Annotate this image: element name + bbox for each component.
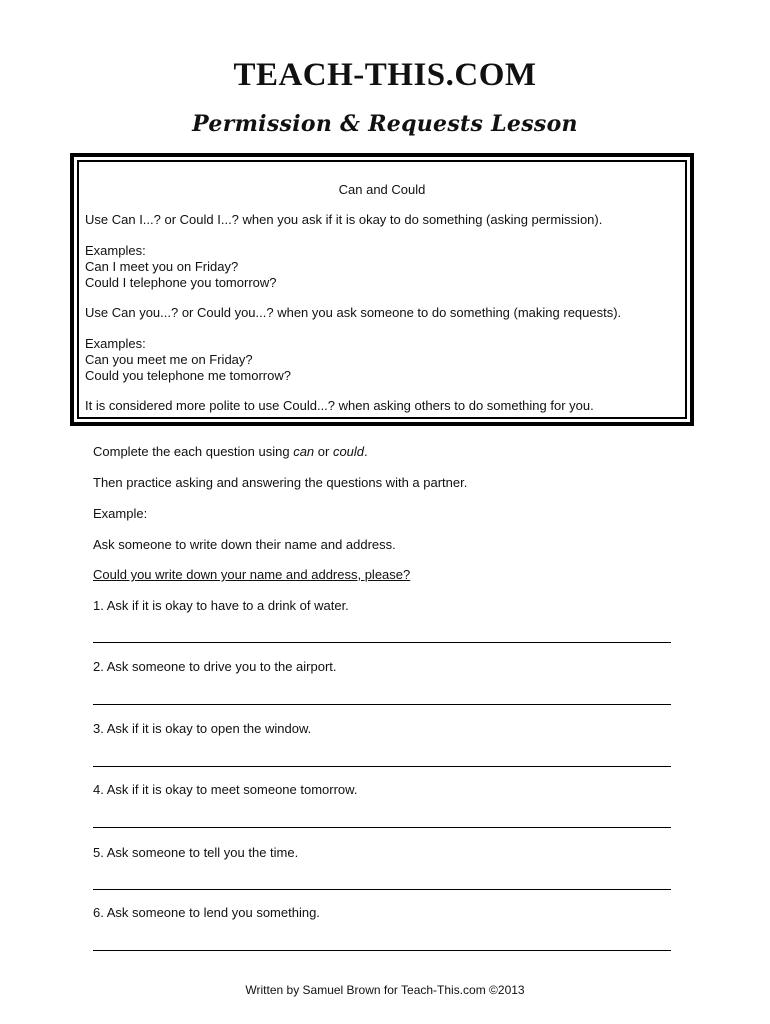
answer-line-5[interactable] — [93, 889, 671, 890]
question-2: 2. Ask someone to drive you to the airport. — [93, 659, 337, 674]
instruction-complete-prefix: Complete the each question using — [93, 444, 294, 459]
examples-label: Examples: — [85, 336, 146, 351]
permission-example: Could I telephone you tomorrow? — [85, 275, 277, 290]
request-example: Could you telephone me tomorrow? — [85, 368, 291, 383]
instruction-practice: Then practice asking and answering the questions with a partner. — [93, 475, 468, 490]
politeness-note: It is considered more polite to use Could...? when asking others to do something for you. — [85, 398, 594, 413]
answer-line-2[interactable] — [93, 704, 671, 705]
grammar-info-box — [70, 153, 694, 426]
example-answer: Could you write down your name and address, please? — [93, 567, 411, 582]
question-3: 3. Ask if it is okay to open the window. — [93, 721, 312, 736]
word-or: or — [314, 444, 333, 459]
permission-rule: Use Can I...? or Could I...? when you ask if it is okay to do something (asking permission). — [85, 212, 603, 227]
request-example: Can you meet me on Friday? — [85, 352, 253, 367]
site-title: TEACH-THIS.COM — [233, 57, 537, 93]
permission-example: Can I meet you on Friday? — [85, 259, 239, 274]
examples-label: Examples: — [85, 243, 146, 258]
footer-credit: Written by Samuel Brown for Teach-This.com ©2013 — [245, 983, 525, 997]
example-label: Example: — [93, 506, 148, 521]
grammar-info-box-inner — [77, 160, 687, 419]
answer-line-1[interactable] — [93, 642, 671, 643]
box-heading: Can and Could — [338, 182, 426, 197]
word-could: could — [332, 444, 365, 459]
answer-line-4[interactable] — [93, 827, 671, 828]
word-can: can — [293, 444, 315, 459]
instruction-complete — [93, 444, 368, 460]
example-prompt: Ask someone to write down their name and address. — [93, 537, 396, 552]
answer-line-6[interactable] — [93, 950, 671, 951]
question-1: 1. Ask if it is okay to have to a drink of water. — [93, 598, 349, 613]
question-5: 5. Ask someone to tell you the time. — [93, 845, 299, 860]
answer-line-3[interactable] — [93, 766, 671, 767]
request-rule: Use Can you...? or Could you...? when you ask someone to do something (making requests). — [85, 305, 622, 320]
question-6: 6. Ask someone to lend you something. — [93, 905, 320, 920]
question-4: 4. Ask if it is okay to meet someone tomorrow. — [93, 782, 358, 797]
lesson-title: Permission & Requests Lesson — [192, 111, 578, 137]
instruction-complete-suffix: . — [364, 444, 368, 459]
